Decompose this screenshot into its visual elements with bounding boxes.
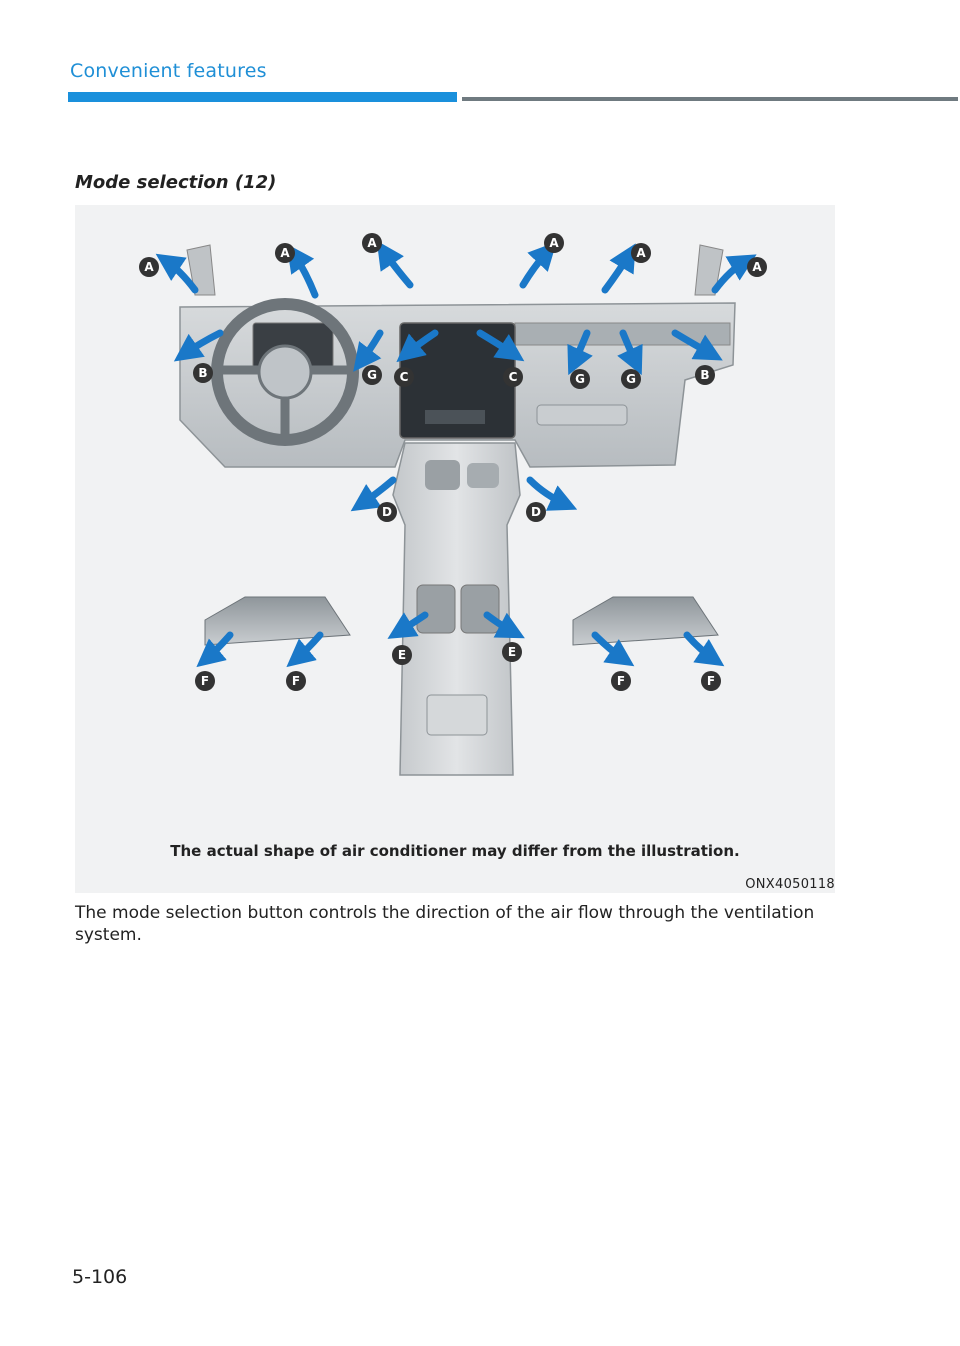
dashboard-drawing <box>75 205 835 835</box>
vent-label: E <box>507 645 517 659</box>
header-rule-accent <box>68 92 457 102</box>
vent-label: F <box>706 674 716 688</box>
vent-label: F <box>291 674 301 688</box>
body-paragraph: The mode selection button controls the direction of the air flow through the ventilation system. <box>75 903 815 945</box>
air-mode-illustration <box>75 205 835 893</box>
rear-vent-right <box>461 585 499 633</box>
vent-label: G <box>626 372 636 386</box>
vent-label: G <box>575 372 585 386</box>
vent-label: A <box>549 236 559 250</box>
vent-label: D <box>382 505 392 519</box>
vent-label: F <box>200 674 210 688</box>
vent-label: B <box>198 366 208 380</box>
gear-selector <box>425 460 460 490</box>
vent-label: A <box>280 246 290 260</box>
figure-code: ONX4050118 <box>745 877 835 892</box>
vent-label: F <box>616 674 626 688</box>
vent-label: A <box>144 260 154 274</box>
vent-label: A <box>367 236 377 250</box>
vent-label: E <box>397 648 407 662</box>
vent-label: D <box>531 505 541 519</box>
vent-label: B <box>700 368 710 382</box>
vent-label: A <box>752 260 762 274</box>
page-heading: Mode selection (12) <box>75 172 277 193</box>
vent-label: G <box>367 368 377 382</box>
vent-label: C <box>508 370 518 384</box>
glove-box <box>537 405 627 425</box>
rear-usb <box>427 695 487 735</box>
vent-label: A <box>636 246 646 260</box>
page-number: 5-106 <box>72 1266 128 1288</box>
rear-vent-left <box>417 585 455 633</box>
header-rule <box>462 97 958 101</box>
vent-label: C <box>399 370 409 384</box>
section-title: Convenient features <box>70 60 267 82</box>
figure-caption: The actual shape of air conditioner may differ from the illustration. <box>170 842 740 860</box>
